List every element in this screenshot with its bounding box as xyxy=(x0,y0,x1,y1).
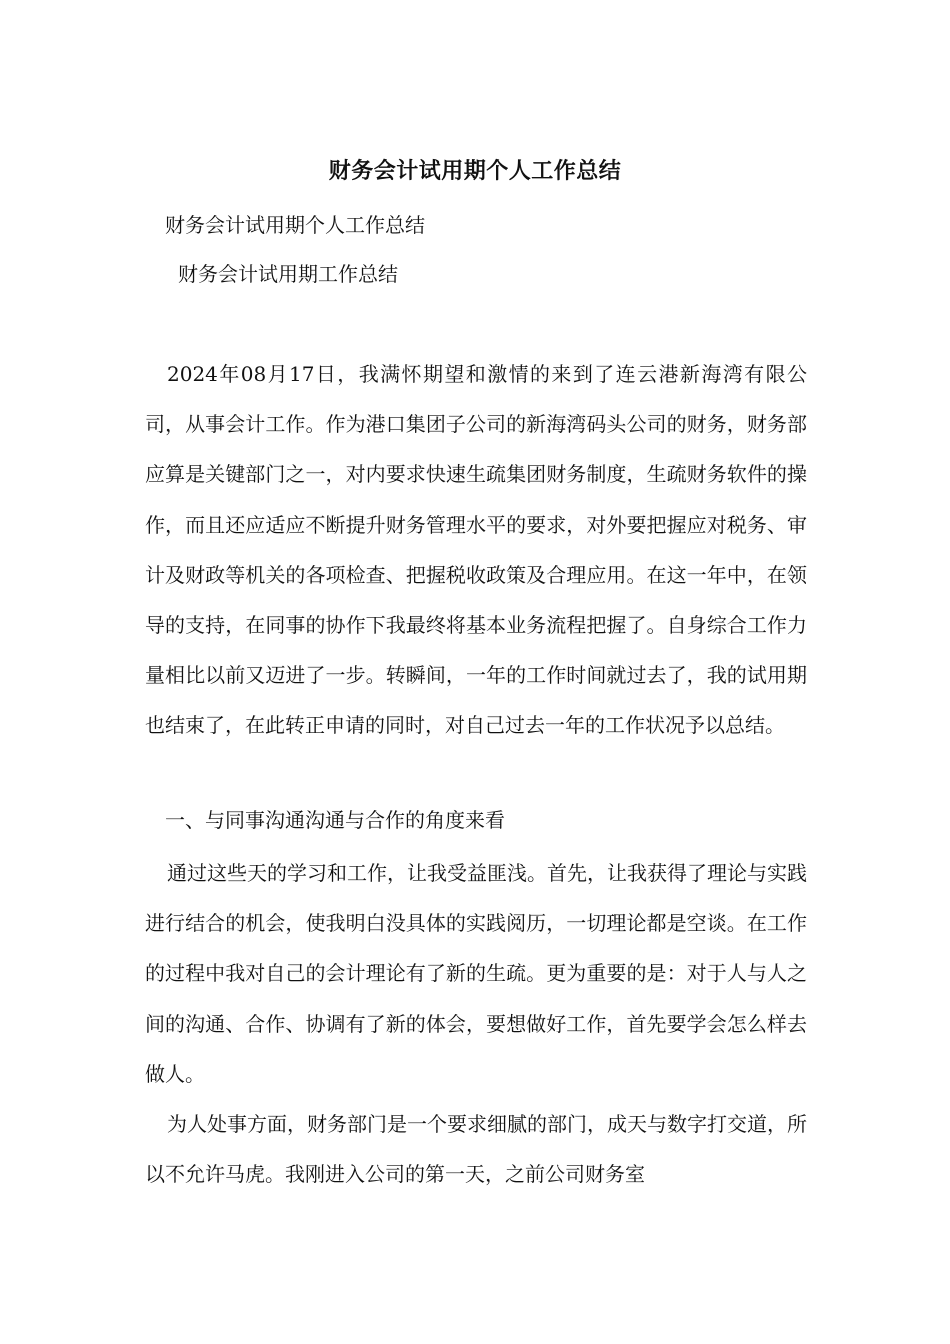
section-heading: 一、与同事沟通沟通与合作的角度来看 xyxy=(165,808,505,832)
body-paragraph: 通过这些天的学习和工作，让我受益匪浅。首先，让我获得了理论与实践进行结合的机会，使我明白没具体的实践阅历，一切理论都是空谈。在工作的过程中我对自己的会计理论有了新的生疏。更为重要的是：对于人与人之间的沟通、合作、协调有了新的体会，要想做好工作，首先要学会怎么样去做人。 xyxy=(145,861,807,1086)
document-title: 财务会计试用期个人工作总结 xyxy=(328,158,622,184)
document-subtitle: 财务会计试用期个人工作总结 xyxy=(165,213,425,237)
document-subtitle-secondary: 财务会计试用期工作总结 xyxy=(178,262,398,286)
body-paragraph: 为人处事方面，财务部门是一个要求细腻的部门，成天与数字打交道，所以不允许马虎。我刚进入公司的第一天，之前公司财务室 xyxy=(145,1112,807,1187)
body-paragraph: 2024年08月17日，我满怀期望和激情的来到了连云港新海湾有限公司，从事会计工作。作为港口集团子公司的新海湾码头公司的财务，财务部应算是关键部门之一，对内要求快速生疏集团财务制度，生疏财务软件的操作，而且还应适应不断提升财务管理水平的要求，对外要把握应对税务、审计及财政等机关的各项检查、把握税收政策及合理应用。在这一年中，在领导的支持，在同事的协作下我最终将基本业务流程把握了。自身综合工作力量相比以前又迈进了一步。转瞬间，一年的工作时间就过去了，我的试用期也结束了，在此转正申请的同时，对自己过去一年的工作状况予以总结。 xyxy=(145,362,807,738)
